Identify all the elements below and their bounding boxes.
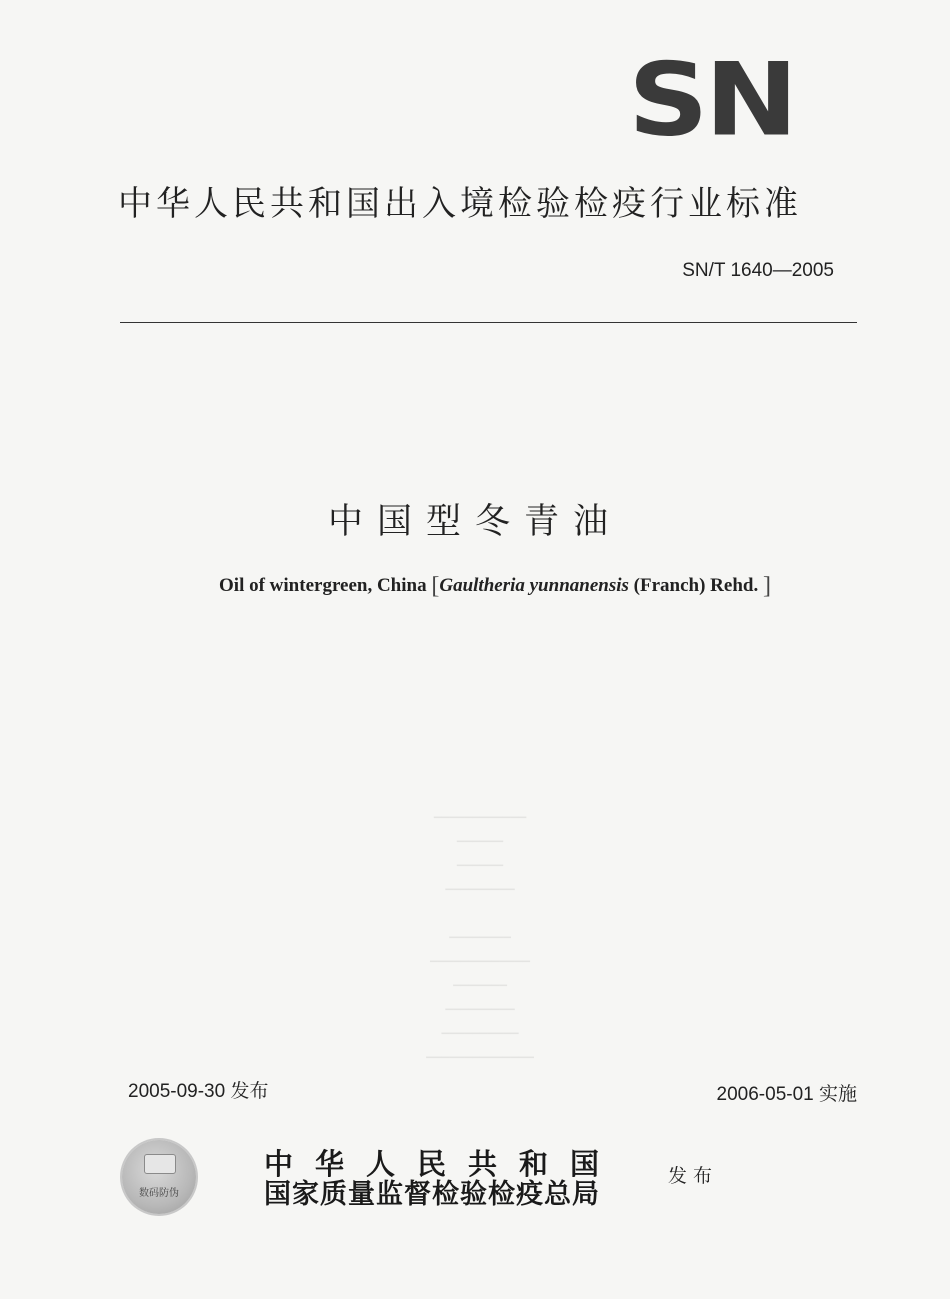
implementation-date: 2006-05-01 实施 [716, 1084, 857, 1105]
title-english [0, 573, 950, 600]
sn-logo: SN [628, 41, 795, 159]
top-divider [120, 322, 857, 323]
show-through-text: ▔▔▔▔▔▔▔▔▔▔▔▔ ▔▔▔▔▔▔ ▔▔▔▔▔▔ ▔▔▔▔▔▔▔▔▔ ▔▔▔▔▔▔▔▔ ▔▔▔▔▔▔▔▔▔▔▔▔▔ ▔▔▔▔▔▔▔ ▔▔▔▔▔▔▔▔▔ ▔▔▔▔▔▔▔▔▔▔ ▔▔▔▔▔▔▔▔▔▔▔▔▔▔ [426, 818, 534, 1069]
publish-date: 2005-09-30 发布 [128, 1081, 269, 1102]
issuer-agency: 国家质量监督检验检疫总局 [264, 1179, 600, 1210]
issuer-country: 中华人民共和国 [264, 1147, 622, 1181]
standard-code: SN/T 1640—2005 [682, 260, 834, 281]
standard-category: 中华人民共和国出入境检验检疫行业标准 [118, 184, 802, 224]
title-chinese: 中国型冬青油 [327, 502, 622, 542]
seal-label: 数码防伪 [139, 1188, 179, 1199]
seal-emblem-icon [144, 1154, 176, 1174]
title-english-lead: Oil of wintergreen, China [219, 575, 432, 596]
latin-name: Gaultheria yunnanensis [439, 575, 629, 596]
bracket-close: ] [762, 573, 771, 599]
botanical-authority: (Franch) Rehd. [628, 575, 763, 596]
bracket-open: [ [431, 573, 440, 599]
issue-action: 发布 [668, 1165, 719, 1187]
anti-counterfeit-seal [122, 1140, 196, 1214]
